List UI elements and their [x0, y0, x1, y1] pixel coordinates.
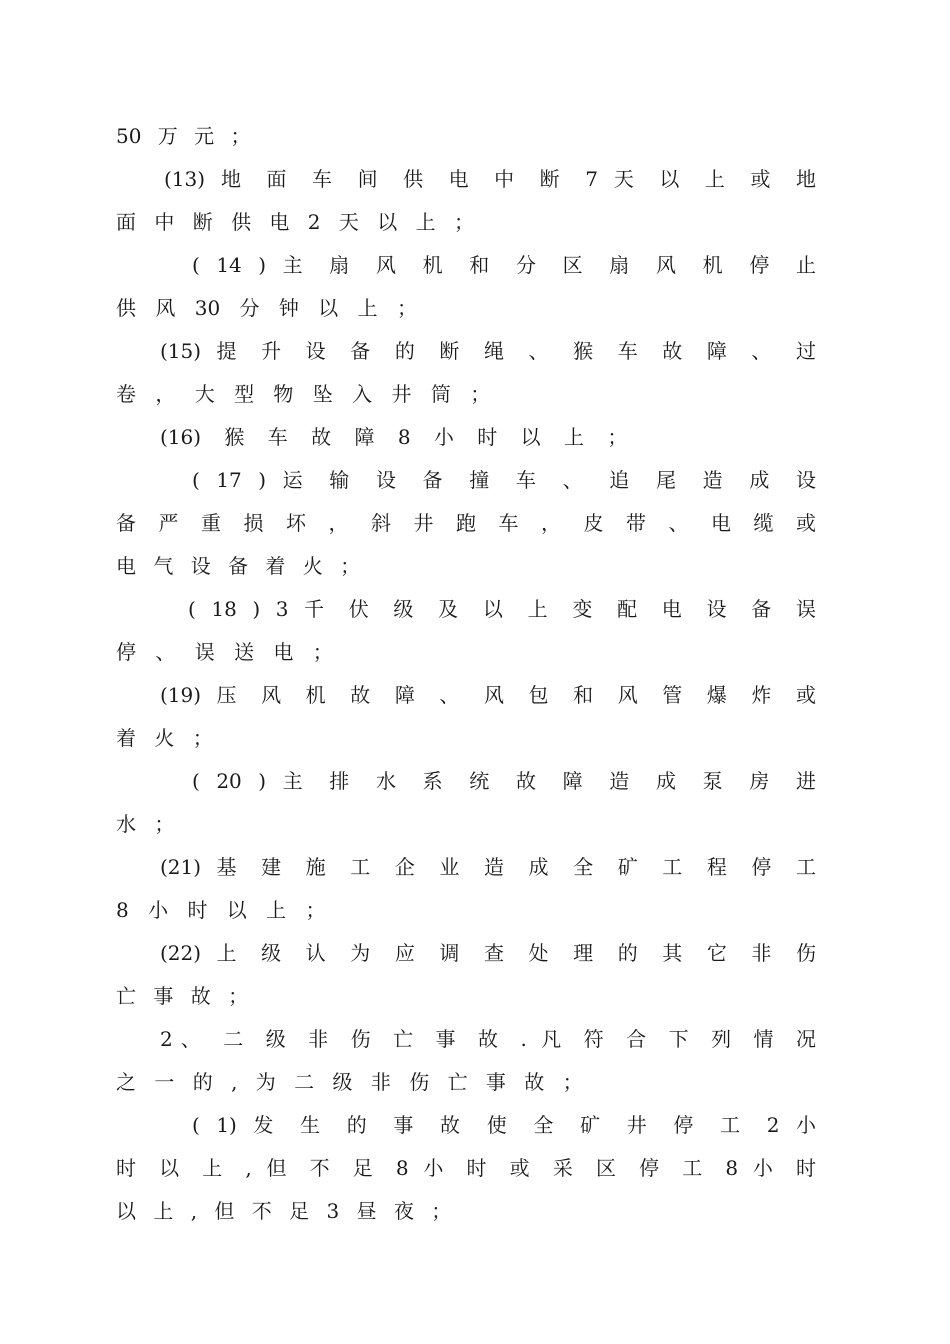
text-line: (19) 压 风 机 故 障 、 风 包 和 风 管 爆 炸 或 [160, 683, 816, 707]
text-line: 面 中 断 供 电 2 天 以 上 ； [116, 210, 474, 234]
text-line: (13) 地 面 车 间 供 电 中 断 7 天 以 上 或 地 [164, 167, 816, 191]
text-line: 2、 二 级 非 伤 亡 事 故 . 凡 符 合 下 列 情 况 [160, 1027, 816, 1051]
text-line: 电 气 设 备 着 火 ； [116, 554, 361, 578]
text-line: 8 小 时 以 上 ； [116, 898, 326, 922]
text-line: ( 17 ) 运 输 设 备 撞 车 、 追 尾 造 成 设 [192, 468, 816, 492]
text-line: 停 、 误 送 电 ； [116, 640, 333, 664]
text-line: ( 20 ) 主 排 水 系 统 故 障 造 成 泵 房 进 [192, 769, 816, 793]
text-line: 以 上 , 但 不 足 3 昼 夜 ； [116, 1199, 452, 1223]
text-line: 亡 事 故 ； [116, 984, 249, 1008]
text-line: 时 以 上 , 但 不 足 8 小 时 或 采 区 停 工 8 小 时 [116, 1156, 816, 1180]
text-line: (15) 提 升 设 备 的 断 绳 、 猴 车 故 障 、 过 [160, 339, 816, 363]
text-line: 备 严 重 损 坏 ， 斜 井 跑 车 ， 皮 带 、 电 缆 或 [116, 511, 816, 535]
text-line: 50 万 元 ； [116, 124, 251, 148]
text-line: 水 ； [116, 812, 175, 836]
text-line: 着 火 ； [116, 726, 213, 750]
text-line: 之 一 的 , 为 二 级 非 伤 亡 事 故 ； [116, 1070, 583, 1094]
text-line: ( 18 ) 3 千 伏 级 及 以 上 变 配 电 设 备 误 [188, 597, 816, 621]
text-line: ( 1) 发 生 的 事 故 使 全 矿 井 停 工 2 小 [192, 1113, 816, 1137]
text-line: (21) 基 建 施 工 企 业 造 成 全 矿 工 程 停 工 [160, 855, 816, 879]
text-line: (16) 猴 车 故 障 8 小 时 以 上 ； [160, 425, 628, 449]
text-line: ( 14 ) 主 扇 风 机 和 分 区 扇 风 机 停 止 [192, 253, 816, 277]
text-line: 卷 ， 大 型 物 坠 入 井 筒 ； [116, 382, 491, 406]
text-line: (22) 上 级 认 为 应 调 查 处 理 的 其 它 非 伤 [160, 941, 816, 965]
text-line: 供 风 30 分 钟 以 上 ； [116, 296, 417, 320]
